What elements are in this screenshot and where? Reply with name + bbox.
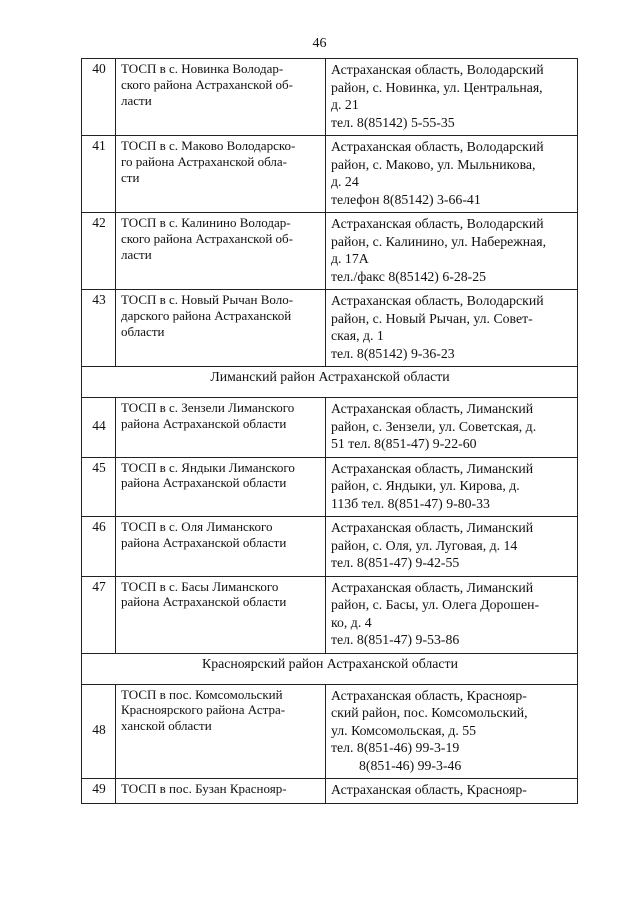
cell-line: Астраханская область, Лиманский [331,401,534,416]
table-row [82,136,578,213]
cell-line: 51 тел. 8(851-47) 9-22-60 [331,436,477,451]
office-address [326,59,578,136]
cell-line: области [121,323,165,339]
cell-line: район, с. Басы, ул. Олега Дорошен- [331,597,540,612]
cell-line: ТОСП в с. Новый Рычан Воло- [121,292,294,307]
office-address [326,136,578,213]
page-number: 46 [312,36,327,51]
office-address [326,213,578,290]
table-row [82,290,578,367]
office-name [116,684,326,779]
cell-line: ТОСП в с. Яндыки Лиманского [121,459,295,475]
cell-line: сти [121,169,140,185]
section-row [82,653,578,684]
row-number: 49 [82,779,116,804]
cell-line: Астраханская область, Лиманский [331,460,534,476]
cell-line: ского района Астраханской об- [121,230,293,246]
cell-line: Астраханская область, Володарский [331,139,544,154]
row-number: 41 [82,136,116,213]
cell-line: ТОСП в с. Оля Лиманского [121,519,273,534]
table-row [82,684,578,779]
cell-line: го района Астраханской обла- [121,153,287,169]
cell-line: тел. 8(851-47) 9-42-55 [331,555,460,570]
office-name [116,290,326,367]
cell-line: ул. Комсомольская, д. 55 [331,722,477,738]
cell-line: Красноярского района Астра- [121,702,286,718]
cell-line: Астраханская область, Володарский [331,216,544,231]
office-name [116,457,326,517]
office-name [116,398,326,458]
office-name [116,517,326,577]
cell-line: ласти [121,92,152,108]
cell-line: ко, д. 4 [331,614,372,630]
offices-table [81,58,578,804]
cell-line: д. 24 [331,174,359,189]
office-name [116,136,326,213]
cell-line: дарского района Астраханской [121,307,292,323]
cell-line: ТОСП в с. Зензели Лиманского [121,400,295,415]
cell-line: ханской области [121,718,212,734]
cell-line: Астраханская область, Лиманский [331,520,534,535]
office-address [326,457,578,517]
cell-line: район, с. Маково, ул. Мыльникова, [331,156,536,172]
cell-line: д. 21 [331,97,359,112]
cell-line: ТОСП в с. Басы Лиманского [121,578,279,594]
cell-line: д. 17А [331,251,369,266]
section-row [82,367,578,398]
office-address [326,779,578,804]
cell-line: 113б тел. 8(851-47) 9-80-33 [331,495,490,511]
cell-line: ТОСП в с. Калинино Володар- [121,215,291,230]
cell-line: район, с. Новинка, ул. Центральная, [331,79,543,95]
cell-line: района Астраханской области [121,415,287,431]
row-number: 42 [82,213,116,290]
office-name [116,213,326,290]
row-number: 47 [82,576,116,653]
office-address [326,576,578,653]
cell-line: тел. 8(85142) 5-55-35 [331,114,455,130]
office-name [116,779,326,804]
row-number: 40 [82,59,116,136]
cell-line: Астраханская область, Володарский [331,62,544,77]
table-row [82,398,578,458]
cell-line: 8(851-46) 99-3-46 [359,757,462,773]
cell-line: тел. 8(851-46) 99-3-19 [331,740,460,755]
office-name [116,576,326,653]
section-title: Лиманский район Астраханской области [82,367,578,398]
table-body [82,59,578,804]
cell-line: Астраханская область, Краснояр- [331,782,527,797]
row-number: 46 [82,517,116,577]
cell-line: телефон 8(85142) 3-66-41 [331,191,481,207]
row-number: 43 [82,290,116,367]
section-title: Красноярский район Астраханской области [82,653,578,684]
cell-line: район, с. Новый Рычан, ул. Совет- [331,310,533,326]
cell-line: тел./факс 8(85142) 6-28-25 [331,268,487,284]
table-row [82,576,578,653]
office-address [326,290,578,367]
cell-line: района Астраханской области [121,475,287,491]
cell-line: ТОСП в с. Маково Володарско- [121,138,296,153]
table-row [82,457,578,517]
cell-line: ТОСП в пос. Бузан Краснояр- [121,781,287,796]
row-number: 44 [82,398,116,458]
office-address [326,517,578,577]
cell-line: ТОСП в пос. Комсомольский [121,686,283,702]
cell-line: тел. 8(85142) 9-36-23 [331,345,455,361]
cell-line: тел. 8(851-47) 9-53-86 [331,632,460,647]
cell-line: ского района Астраханской об- [121,76,293,92]
table-row [82,59,578,136]
cell-line: район, с. Калинино, ул. Набережная, [331,233,547,249]
cell-line: ская, д. 1 [331,328,384,343]
office-address [326,398,578,458]
office-name [116,59,326,136]
cell-line: ТОСП в с. Новинка Володар- [121,61,284,76]
cell-line: Астраханская область, Володарский [331,293,544,308]
row-number: 48 [82,684,116,779]
cell-line: района Астраханской области [121,594,287,610]
cell-line: Астраханская область, Краснояр- [331,687,527,703]
cell-line: район, с. Зензели, ул. Советская, д. [331,418,537,434]
table-row [82,213,578,290]
cell-line: район, с. Оля, ул. Луговая, д. 14 [331,537,518,553]
table-row [82,779,578,804]
cell-line: Астраханская область, Лиманский [331,579,534,595]
table-row [82,517,578,577]
cell-line: района Астраханской области [121,534,287,550]
row-number: 45 [82,457,116,517]
cell-line: ский район, пос. Комсомольский, [331,705,528,720]
cell-line: район, с. Яндыки, ул. Кирова, д. [331,478,520,493]
cell-line: ласти [121,246,152,262]
office-address [326,684,578,779]
